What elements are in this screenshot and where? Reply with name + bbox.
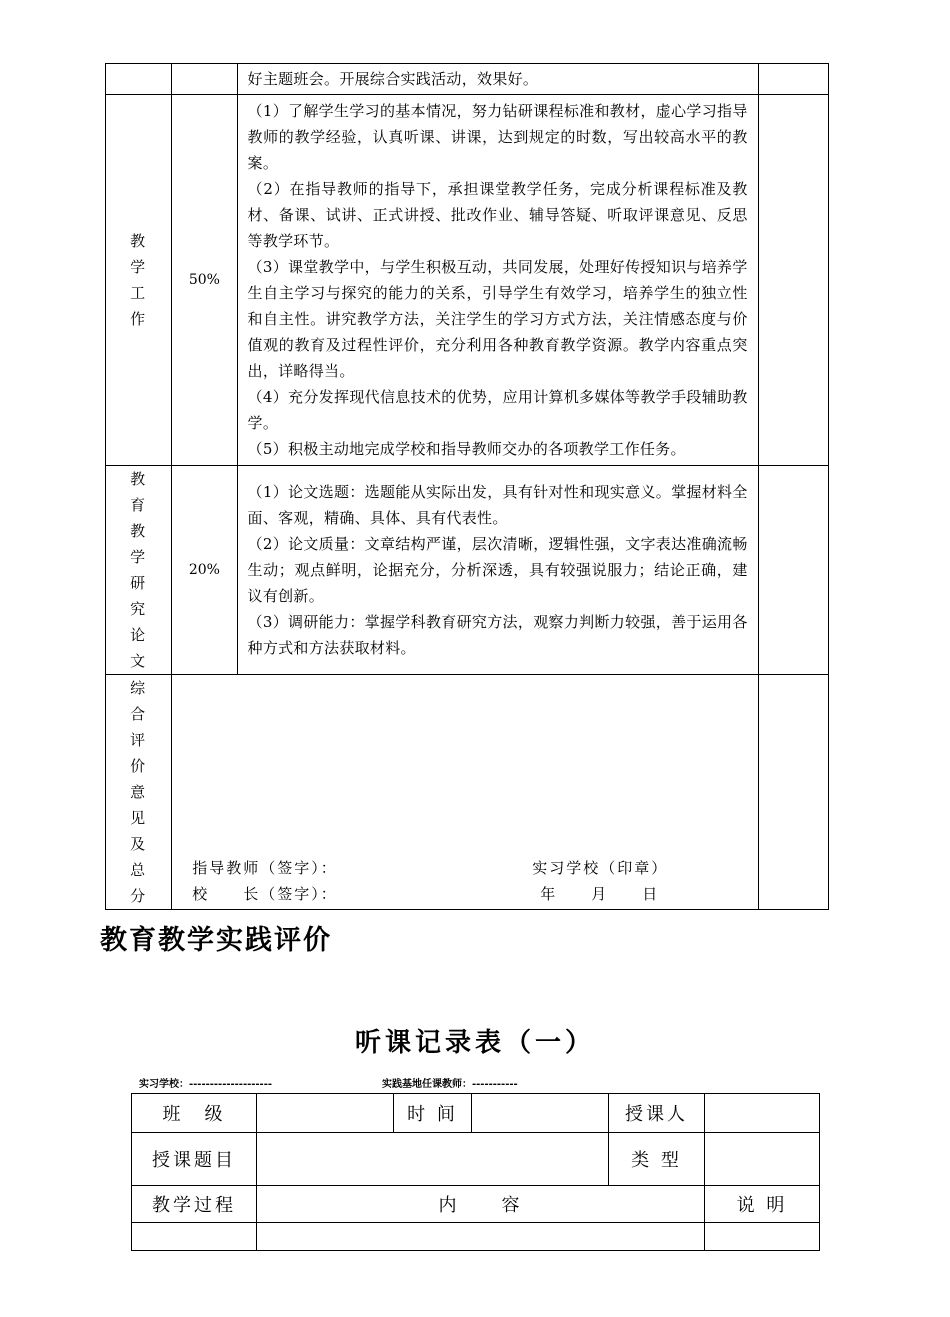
- principal-sign-label: 校 长（签字）：: [192, 885, 338, 903]
- criteria-cell: [237, 466, 758, 675]
- section-heading: 教育教学实践评价: [100, 925, 332, 956]
- class-label: 班 级: [132, 1094, 257, 1133]
- school-label: 实习学校：--------------------: [139, 1079, 273, 1090]
- table-row: [106, 95, 829, 466]
- process-label: 教学过程: [132, 1186, 257, 1223]
- signature-row: [192, 881, 757, 907]
- criteria-text: 好主题班会。开展综合实践活动，效果好。: [247, 70, 539, 88]
- advisor-sign-label: 指导教师（签字）：: [192, 859, 338, 877]
- percent-cell: [172, 64, 237, 95]
- content-label: 内 容: [257, 1186, 705, 1223]
- criteria-item: （3）调研能力：掌握学科教育研究方法，观察力判断力较强，善于运用各种方式和方法获取材料。: [247, 613, 748, 657]
- item-cell: [106, 64, 172, 95]
- criteria-item: （3）课堂教学中，与学生积极互动，共同发展，处理好传授知识与培养学生自主学习与探究的能力的关系，引导学生有效学习，培养学生的独立性和自主性。讲究教学方法，关注学生的学习方式方法，关注情感态度与价值观的教育及过程性评价，充分利用各种教育教学资源。教学内容重点突出，详略得当。: [247, 258, 748, 380]
- record-table: [131, 1093, 820, 1251]
- topic-input[interactable]: [257, 1133, 609, 1186]
- item-cell: [106, 675, 172, 910]
- table-row: [106, 466, 829, 675]
- table-row: [132, 1133, 820, 1186]
- type-input[interactable]: [705, 1133, 820, 1186]
- content-input[interactable]: [257, 1223, 705, 1251]
- weight-percent: 20%: [188, 562, 220, 578]
- type-label: 类 型: [609, 1133, 705, 1186]
- summary-cell[interactable]: [172, 675, 758, 910]
- criteria-item: （2）在指导教师的指导下，承担课堂教学任务，完成分析课程标准及教材、备课、试讲、正式讲授、批改作业、辅导答疑、听取评课意见、反思等教学环节。: [247, 180, 748, 250]
- lecturer-label: 授课人: [609, 1094, 705, 1133]
- item-label: 教育教学研究论文: [130, 470, 148, 670]
- score-cell[interactable]: [758, 675, 828, 910]
- date-label: 年 月 日: [540, 885, 660, 903]
- topic-label: 授课题目: [132, 1133, 257, 1186]
- weight-percent: 50%: [188, 272, 220, 288]
- item-label: 教学工作: [130, 232, 148, 328]
- signature-row: [192, 855, 757, 881]
- criteria-cell: [237, 95, 758, 466]
- time-input[interactable]: [472, 1094, 609, 1133]
- percent-cell: [172, 95, 237, 466]
- table-row: [132, 1186, 820, 1223]
- item-cell: [106, 466, 172, 675]
- score-cell[interactable]: [758, 64, 828, 95]
- score-cell[interactable]: [758, 95, 828, 466]
- table-row: [106, 64, 829, 95]
- notes-input[interactable]: [705, 1223, 820, 1251]
- percent-cell: [172, 466, 237, 675]
- score-cell[interactable]: [758, 466, 828, 675]
- evaluation-table: [105, 63, 829, 910]
- criteria-item: （1）论文选题：选题能从实际出发，具有针对性和现实意义。掌握材料全面、客观，精确、具体、具有代表性。: [247, 483, 748, 527]
- criteria-item: （5）积极主动地完成学校和指导教师交办的各项教学工作任务。: [247, 440, 686, 458]
- criteria-item: （1）了解学生学习的基本情况，努力钻研课程标准和教材，虚心学习指导教师的教学经验，认真听课、讲课，达到规定的时数，写出较高水平的教案。: [247, 102, 748, 172]
- record-title: 听课记录表（一）: [354, 1028, 595, 1058]
- time-label: 时 间: [394, 1094, 472, 1133]
- lecturer-input[interactable]: [705, 1094, 820, 1133]
- criteria-item: （2）论文质量：文章结构严谨，层次清晰，逻辑性强，文字表达准确流畅生动；观点鲜明，论据充分，分析深透，具有较强说服力；结论正确，建议有创新。: [247, 535, 748, 605]
- table-row: [132, 1223, 820, 1251]
- item-label: 综合评价意见及总分: [130, 679, 148, 905]
- criteria-cell: [237, 64, 758, 95]
- table-row: [106, 675, 829, 910]
- table-row: [132, 1094, 820, 1133]
- teacher-label: 实践基地任课教师：-----------: [382, 1079, 518, 1090]
- item-cell: [106, 95, 172, 466]
- school-seal-label: 实习学校（印章）: [532, 859, 669, 877]
- process-input[interactable]: [132, 1223, 257, 1251]
- criteria-item: （4）充分发挥现代信息技术的优势，应用计算机多媒体等教学手段辅助教学。: [247, 388, 748, 432]
- notes-label: 说 明: [705, 1186, 820, 1223]
- class-input[interactable]: [257, 1094, 394, 1133]
